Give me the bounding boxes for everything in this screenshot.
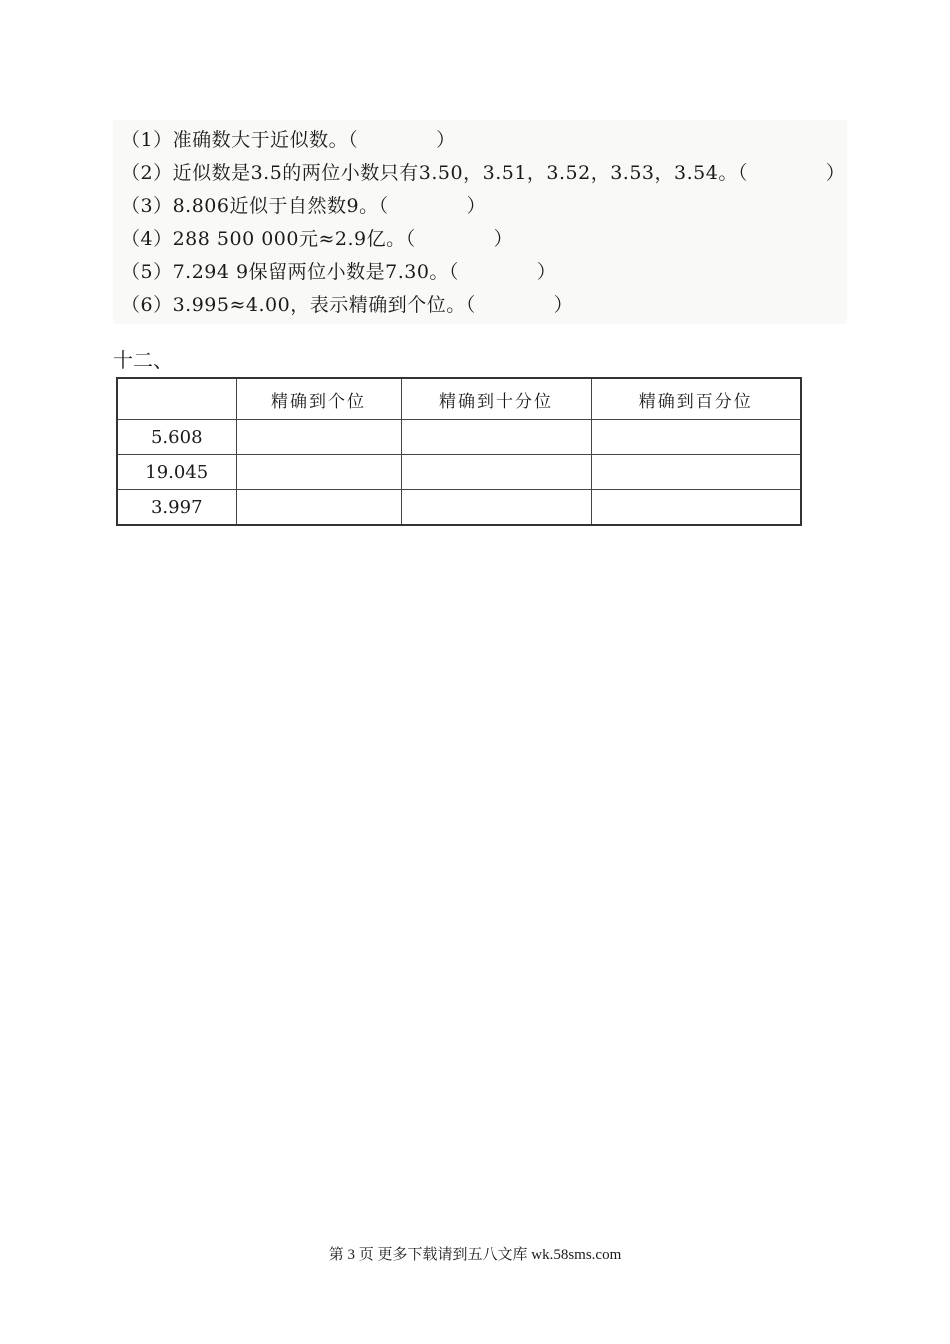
- answer-cell[interactable]: [401, 455, 591, 490]
- header-ones: 精确到个位: [236, 378, 401, 420]
- table-row: [117, 420, 801, 455]
- true-false-questions: [113, 120, 847, 324]
- table-row: [117, 490, 801, 526]
- header-blank: [117, 378, 236, 420]
- answer-cell[interactable]: [591, 490, 801, 526]
- row-number: 5.608: [117, 420, 236, 455]
- question-6: （6）3.995≈4.00，表示精确到个位。（ ）: [121, 294, 574, 316]
- rounding-table: [116, 377, 802, 526]
- row-number: 3.997: [117, 490, 236, 526]
- table-row: [117, 455, 801, 490]
- answer-cell[interactable]: [236, 420, 401, 455]
- section-twelve-title: 十二、: [113, 348, 173, 372]
- question-3: （3）8.806近似于自然数9。（ ）: [121, 195, 487, 217]
- question-2: （2）近似数是3.5的两位小数只有3.50，3.51，3.52，3.53，3.54。（ ）: [121, 162, 846, 184]
- answer-cell[interactable]: [236, 490, 401, 526]
- table-header-row: [117, 378, 801, 420]
- answer-cell[interactable]: [401, 420, 591, 455]
- question-1: （1）准确数大于近似数。（ ）: [121, 129, 456, 151]
- header-tenths: 精确到十分位: [401, 378, 591, 420]
- question-4: （4）288 500 000元≈2.9亿。（ ）: [121, 228, 514, 250]
- question-5: （5）7.294 9保留两位小数是7.30。（ ）: [121, 261, 557, 283]
- answer-cell[interactable]: [401, 490, 591, 526]
- answer-cell[interactable]: [236, 455, 401, 490]
- page-footer: 第 3 页 更多下载请到五八文库 wk.58sms.com: [328, 1247, 622, 1263]
- answer-cell[interactable]: [591, 455, 801, 490]
- header-hundredths: 精确到百分位: [591, 378, 801, 420]
- answer-cell[interactable]: [591, 420, 801, 455]
- row-number: 19.045: [117, 455, 236, 490]
